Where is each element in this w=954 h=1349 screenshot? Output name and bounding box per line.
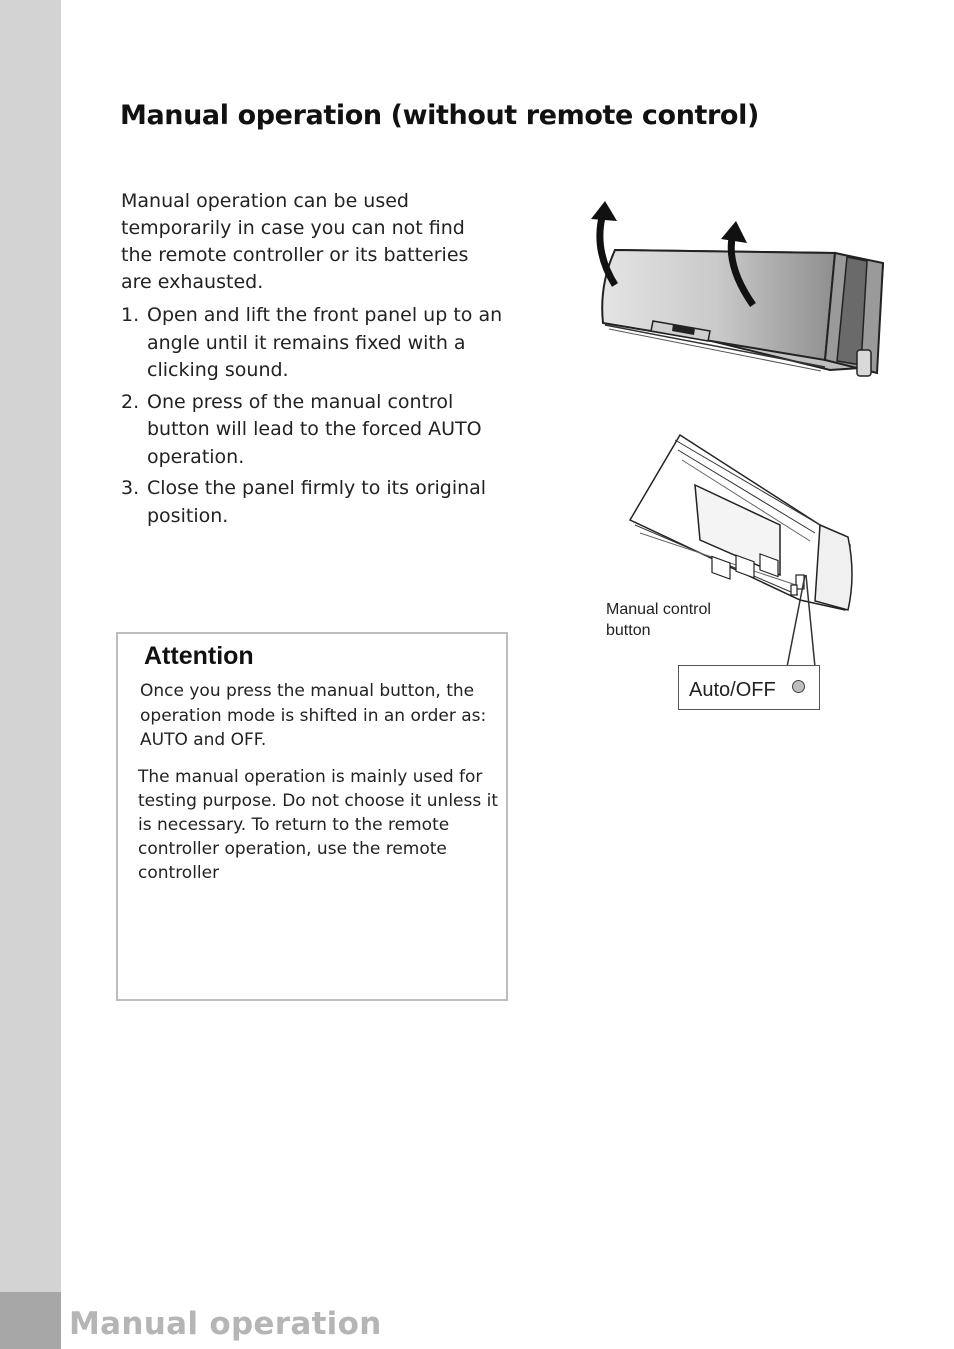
step-item xyxy=(121,302,511,385)
manual-control-button-label: Manual control button xyxy=(606,601,711,639)
step-text: Open and lift the front panel up to an angle until it remains fixed with a clicking sound. xyxy=(147,304,503,381)
attention-title: Attention xyxy=(144,642,254,670)
auto-off-callout xyxy=(678,665,820,710)
auto-off-label: Auto/OFF xyxy=(689,679,776,701)
step-text: One press of the manual control button will lead to the forced AUTO operation. xyxy=(147,390,482,468)
side-tab xyxy=(0,1292,61,1349)
step-number: 1. xyxy=(121,304,140,326)
steps-list xyxy=(121,302,511,534)
step-item xyxy=(121,475,511,530)
air-conditioner-panel-illustration xyxy=(585,195,890,395)
page-title: Manual operation (without remote control) xyxy=(120,100,759,131)
step-item xyxy=(121,389,511,472)
footer-section-title: Manual operation xyxy=(69,1306,382,1342)
intro-paragraph: Manual operation can be used temporarily in case you can not find the remote controller or its batteries are exhausted. xyxy=(121,190,469,293)
attention-paragraph-2: The manual operation is mainly used for testing purpose. Do not choose it unless it is necessary. To return to the remote controller operation, use the remote controller xyxy=(138,767,499,883)
step-number: 3. xyxy=(121,477,140,499)
side-band xyxy=(0,0,61,1349)
callout-leader-lines xyxy=(770,570,830,670)
step-number: 2. xyxy=(121,390,140,413)
attention-paragraph-1: Once you press the manual button, the operation mode is shifted in an order as: AUTO and OFF. xyxy=(140,681,487,750)
step-text: Close the panel firmly to its original position. xyxy=(147,477,487,527)
attention-box xyxy=(116,632,508,1001)
indicator-led-icon xyxy=(792,680,805,693)
